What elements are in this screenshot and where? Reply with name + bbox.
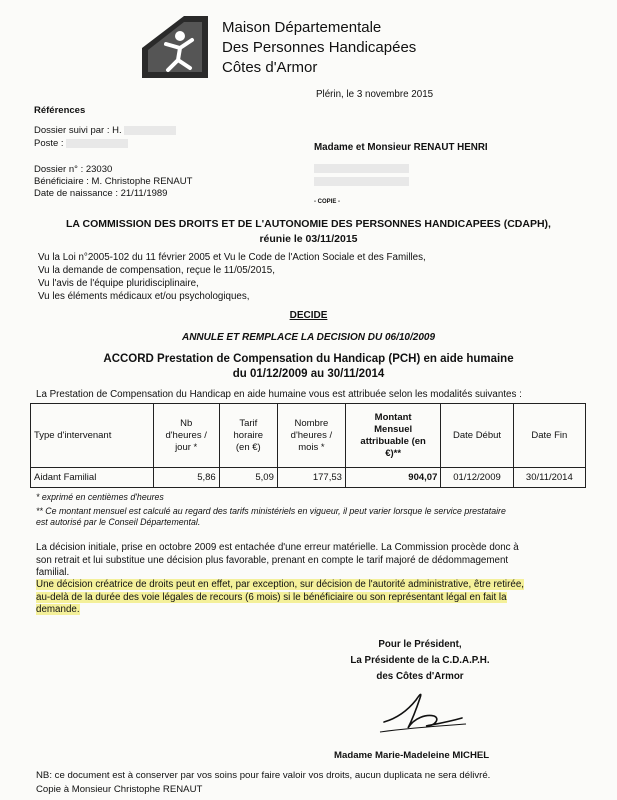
col-nombre-l2: d'heures / bbox=[290, 429, 333, 441]
table-header-row bbox=[31, 404, 586, 468]
signatory-name: Madame Marie-Madeleine MICHEL bbox=[334, 750, 490, 761]
col-date-fin: Date Fin bbox=[513, 404, 585, 468]
signature-line2: La Présidente de la C.D.A.P.H. bbox=[350, 655, 490, 666]
decide-heading: DECIDE bbox=[289, 310, 328, 321]
vu-avis: Vu l'avis de l'équipe pluridisciplinaire, bbox=[38, 278, 199, 289]
p2-line2: au-delà de la durée des voie légales de recours (6 mois) si le bénéficiaire ou son représentant légal en fait la bbox=[36, 591, 507, 603]
p2-line1: Une décision créatrice de droits peut en effet, par exception, sur décision de l'autorité administrative, être retirée, bbox=[36, 579, 524, 590]
org-name-line2: Des Personnes Handicapées bbox=[222, 39, 417, 56]
footer-nb: NB: ce document est à conserver par vos soins pour faire valoir vos droits, aucun duplicata ne sera délivré. bbox=[36, 770, 491, 781]
col-tarif-l1: Tarif bbox=[239, 417, 258, 429]
signature-block bbox=[330, 637, 510, 685]
references-title: Références bbox=[34, 105, 86, 116]
pch-intro: La Prestation de Compensation du Handicap en aide humaine vous est attribuée selon les modalités suivantes : bbox=[36, 389, 522, 400]
recipient-name: Madame et Monsieur RENAUT HENRI bbox=[314, 142, 488, 153]
annule-heading: ANNULE ET REMPLACE LA DECISION DU 06/10/2009 bbox=[181, 332, 436, 343]
cell-montant: 904,07 bbox=[345, 468, 440, 488]
col-tarif-l3: (en €) bbox=[235, 441, 261, 453]
table-row bbox=[31, 468, 586, 488]
copie-tag: - COPIE - bbox=[314, 199, 341, 205]
col-nb-l2: d'heures / bbox=[165, 429, 207, 441]
col-nombre-l1: Nombre bbox=[294, 417, 329, 429]
commission-title-line: LA COMMISSION DES DROITS ET DE L'AUTONOMIE DES PERSONNES HANDICAPEES (CDAPH), bbox=[66, 218, 551, 230]
commission-date: réunie le 03/11/2015 bbox=[259, 233, 358, 245]
col-nombre-l3: mois * bbox=[298, 441, 325, 453]
handwritten-signature bbox=[378, 688, 468, 734]
vu-loi: Vu la Loi n°2005-102 du 11 février 2005 et Vu le Code de l'Action Sociale et des Familles, bbox=[38, 252, 426, 263]
accord-line2: du 01/12/2009 au 30/11/2014 bbox=[232, 368, 385, 380]
date-naissance: Date de naissance : 21/11/1989 bbox=[34, 188, 168, 199]
accord-heading bbox=[0, 352, 617, 382]
note-centiemes: * exprimé en centièmes d'heures bbox=[36, 492, 164, 502]
cell-tarif: 5,09 bbox=[219, 468, 277, 488]
footer-copie: Copie à Monsieur Christophe RENAUT bbox=[36, 784, 203, 795]
dossier-number: Dossier n° : 23030 bbox=[34, 164, 113, 175]
p2-line3: demande. bbox=[36, 604, 80, 615]
redacted-block bbox=[66, 139, 128, 148]
pch-table bbox=[30, 403, 586, 488]
cell-debut: 01/12/2009 bbox=[441, 468, 513, 488]
col-nb-l3: jour * bbox=[175, 441, 198, 453]
org-name-line1: Maison Départementale bbox=[222, 19, 382, 36]
p1-line2: son retrait et lui substitue une décision plus favorable, prenant en compte le tarif majoré de dédommagement bbox=[36, 554, 509, 566]
note-montant-line2: est autorisé par le Conseil Départemental. bbox=[36, 517, 201, 527]
cell-fin: 30/11/2014 bbox=[513, 468, 585, 488]
signature-line1: Pour le Président, bbox=[378, 639, 462, 650]
note-montant-line1: ** Ce montant mensuel est calculé au regard des tarifs ministériels en vigueur, il peut varier lorsque le service prestataire bbox=[36, 506, 506, 516]
poste bbox=[34, 137, 128, 150]
paragraph-retrait bbox=[36, 579, 588, 617]
p1-line1: La décision initiale, prise en octobre 2009 est entachée d'une erreur matérielle. La Commission procède donc à bbox=[36, 542, 519, 553]
p1-line3: familial. bbox=[36, 567, 70, 578]
recipient-address-redacted bbox=[314, 164, 409, 186]
signature-line3: des Côtes d'Armor bbox=[376, 671, 464, 682]
redacted-block bbox=[314, 164, 409, 173]
col-montant bbox=[345, 404, 440, 468]
col-nb-heures bbox=[153, 404, 219, 468]
col-type: Type d'intervenant bbox=[31, 404, 154, 468]
accord-line1: ACCORD Prestation de Compensation du Handicap (PCH) en aide humaine bbox=[103, 353, 514, 365]
dossier-suivi-label: Dossier suivi par : H. bbox=[34, 125, 122, 136]
col-montant-l2: Mensuel bbox=[374, 423, 413, 435]
place-date: Plérin, le 3 novembre 2015 bbox=[316, 89, 434, 100]
beneficiaire: Bénéficiaire : M. Christophe RENAUT bbox=[34, 176, 193, 187]
col-nombre bbox=[277, 404, 345, 468]
redacted-block bbox=[124, 126, 176, 135]
mdph-logo bbox=[140, 14, 210, 80]
poste-label: Poste : bbox=[34, 138, 64, 149]
col-montant-l4: €)** bbox=[385, 447, 402, 459]
dossier-suivi bbox=[34, 124, 176, 137]
col-montant-l3: attribuable (en bbox=[360, 435, 426, 447]
cell-nb: 5,86 bbox=[153, 468, 219, 488]
vu-elements: Vu les éléments médicaux et/ou psychologiques, bbox=[38, 291, 250, 302]
cell-nombre: 177,53 bbox=[277, 468, 345, 488]
col-tarif bbox=[219, 404, 277, 468]
col-tarif-l2: horaire bbox=[233, 429, 264, 441]
vu-demande: Vu la demande de compensation, reçue le 11/05/2015, bbox=[38, 265, 275, 276]
col-date-debut: Date Début bbox=[441, 404, 513, 468]
org-name-line3: Côtes d'Armor bbox=[222, 59, 318, 76]
col-nb-l1: Nb bbox=[180, 417, 193, 429]
col-montant-l1: Montant bbox=[374, 411, 412, 423]
redacted-block bbox=[314, 177, 409, 186]
paragraph-decision-initiale bbox=[36, 542, 588, 580]
commission-title bbox=[0, 217, 617, 247]
cell-type: Aidant Familial bbox=[31, 468, 154, 488]
